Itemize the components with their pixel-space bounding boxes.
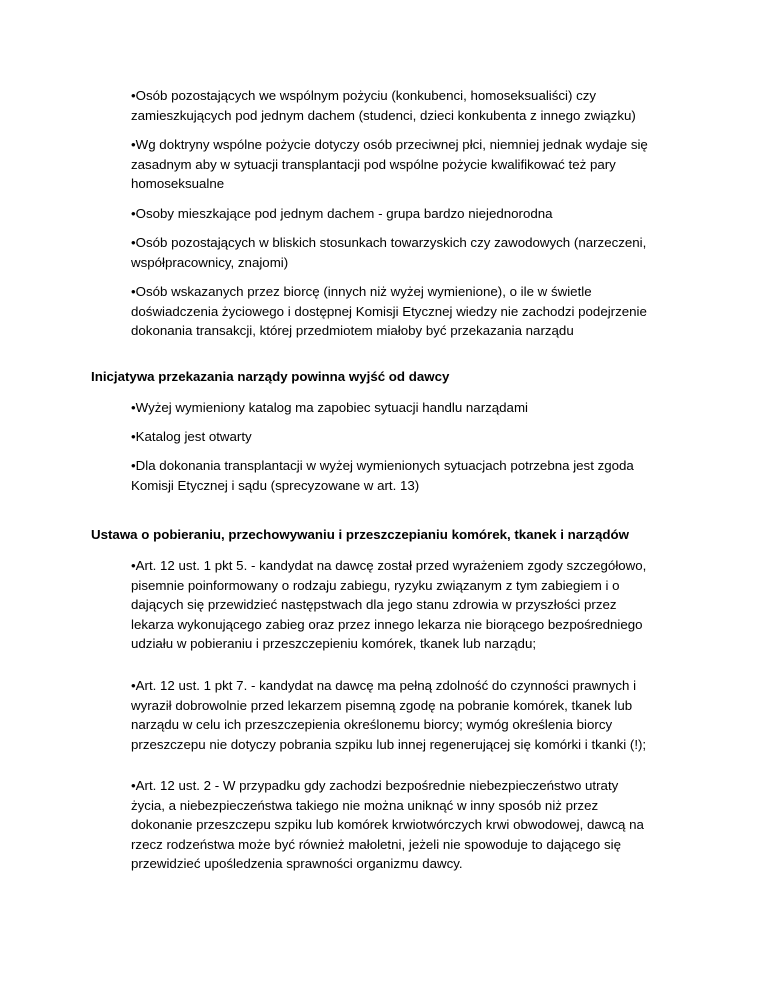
bullet-close-relations: •Osób pozostających w bliskich stosunkach towarzyskich czy zawodowych (narzeczeni, współpracownicy, znajomi)	[131, 235, 647, 270]
bullet-art12-ust2: •Art. 12 ust. 2 - W przypadku gdy zachodzi bezpośrednie niebezpieczeństwo utraty życia, a niebezpieczeństwa takiego nie można uniknąć w inny sposób niż przez dokonanie przeszczepu szpiku lub komórek krwiotwórczych krwi obwodowej, dawcą na rzecz rodzeństwa może być również małoletni, jeżeli nie spowoduje to dającego się przewidzieć upośledzenia sprawności organizmu dawcy.	[131, 778, 644, 871]
bullet-catalog-open: •Katalog jest otwarty	[131, 429, 252, 444]
bullet-art12-pkt7: •Art. 12 ust. 1 pkt 7. - kandydat na dawcę ma pełną zdolność do czynności prawnych i wyraził dobrowolnie przed lekarzem pisemną zgodę na pobranie komórek, tkanek lub narządu w celu ich przeszczepienia określonemu biorcy; wymóg określenia biorcy przeszczepu nie dotyczy pobrania szpiku lub innej regenerującej się komórki i tkanki (!);	[131, 678, 647, 752]
bullet-doctrine: •Wg doktryny wspólne pożycie dotyczy osób przeciwnej płci, niemniej jednak wydaje się zasadnym aby w sytuacji transplantacji pod wspólne pożycie kwalifikować też pary homoseksualne	[131, 137, 648, 191]
bullet-cohabitants: •Osób pozostających we wspólnym pożyciu (konkubenci, homoseksualiści) czy zamieszkujących pod jednym dachem (studenci, dzieci konkubenta z innego związku)	[131, 88, 636, 123]
bullet-same-roof: •Osoby mieszkające pod jednym dachem - grupa bardzo niejednorodna	[131, 206, 553, 221]
bullet-art12-pkt5: •Art. 12 ust. 1 pkt 5. - kandydat na dawcę został przed wyrażeniem zgody szczegółowo, pisemnie poinformowany o rodzaju zabiegu, ryzyku związanym z tym zabiegiem i o dających się przewidzieć następstwach dla jego stanu zdrowia w przyszłości przez lekarza wykonującego zabieg oraz przez innego lekarza nie biorącego bezpośredniego udziału w pobieraniu i przeszczepieniu komórek, tkanek lub narządu;	[131, 558, 647, 651]
bullet-catalog-purpose: •Wyżej wymieniony katalog ma zapobiec sytuacji handlu narządami	[131, 400, 528, 415]
section-heading-act: Ustawa o pobieraniu, przechowywaniu i przeszczepianiu komórek, tkanek i narządów	[91, 527, 629, 542]
bullet-consent-required: •Dla dokonania transplantacji w wyżej wymienionych sytuacjach potrzebna jest zgoda Komisji Etycznej i sądu (sprecyzowane w art. 13)	[131, 458, 634, 493]
bullet-indicated-by-recipient: •Osób wskazanych przez biorcę (innych niż wyżej wymienione), o ile w świetle doświadczenia życiowego i dostępnej Komisji Etycznej wiedzy nie zachodzi podejrzenie dokonania transakcji, której przedmiotem miałoby być przekazania narządu	[131, 284, 647, 338]
section-heading-initiative: Inicjatywa przekazania narządy powinna wyjść od dawcy	[91, 369, 450, 384]
